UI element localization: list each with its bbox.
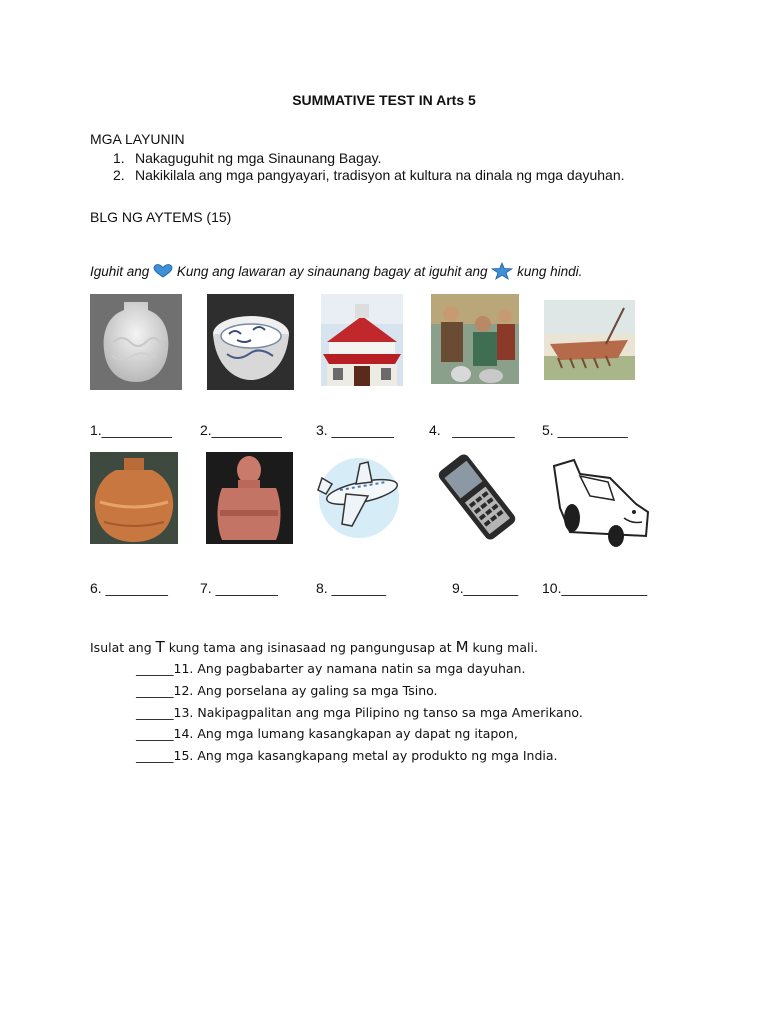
- answer-blank: 2._________: [200, 422, 282, 438]
- answer-blank: 3. ________: [316, 422, 394, 438]
- answer-blank: 9._______: [452, 580, 519, 596]
- objective-number: 1.: [113, 150, 125, 166]
- answer-blank: 4. ________: [429, 422, 515, 438]
- answer-blank: 7. ________: [200, 580, 278, 596]
- instruction-text: kung tama ang isinasaad ng pangungusap at: [164, 640, 456, 655]
- boat-painting-image: [544, 300, 635, 380]
- item-count: BLG NG AYTEMS (15): [90, 209, 232, 225]
- answer-blank: 8. _______: [316, 580, 387, 596]
- false-letter: M: [455, 638, 469, 656]
- answer-blank: 10.___________: [542, 580, 648, 596]
- answer-blank: 6. ________: [90, 580, 168, 596]
- true-letter: T: [155, 638, 165, 656]
- instruction-text: Kung ang lawaran ay sinaunang bagay at iguhit ang: [173, 264, 492, 279]
- instruction-text: kung mali.: [468, 640, 538, 655]
- drawing-instruction: [90, 262, 582, 280]
- heart-icon: [153, 264, 173, 278]
- car-image: [550, 452, 652, 550]
- traders-painting-image: [431, 294, 519, 384]
- instruction-text: Isulat ang: [90, 640, 156, 655]
- heritage-house-image: [321, 294, 403, 386]
- answer-blank: 1._________: [90, 422, 172, 438]
- star-icon: [491, 262, 513, 280]
- objective-text: Nakaguguhit ng mga Sinaunang Bagay.: [135, 150, 382, 166]
- instruction-text: kung hindi.: [513, 264, 583, 279]
- answer-blank: 5. _________: [542, 422, 628, 438]
- objective-text: Nakikilala ang mga pangyayari, tradisyon at kultura na dinala ng mga dayuhan.: [135, 167, 625, 183]
- true-false-instruction: [90, 638, 538, 656]
- cellphone-image: [433, 450, 522, 544]
- true-false-item: ______13. Nakipagpalitan ang mga Pilipino ng tanso sa mga Amerikano.: [136, 705, 583, 720]
- clay-jar-image: [90, 452, 178, 544]
- true-false-item: ______15. Ang mga kasangkapang metal ay produkto ng mga India.: [136, 748, 558, 763]
- objective-item: [113, 150, 381, 166]
- porcelain-bowl-image: [207, 294, 294, 390]
- porcelain-jar-image: [90, 294, 182, 390]
- page-title: SUMMATIVE TEST IN Arts 5: [292, 92, 476, 108]
- objective-number: 2.: [113, 167, 125, 183]
- airplane-image: [316, 450, 403, 542]
- true-false-item: ______12. Ang porselana ay galing sa mga Tsino.: [136, 683, 438, 698]
- objectives-heading: MGA LAYUNIN: [90, 131, 185, 147]
- true-false-item: ______14. Ang mga lumang kasangkapan ay dapat ng itapon,: [136, 726, 518, 741]
- objective-item: [113, 167, 625, 183]
- true-false-item: ______11. Ang pagbabarter ay namana natin sa mga dayuhan.: [136, 661, 526, 676]
- instruction-text: Iguhit ang: [90, 264, 154, 279]
- burial-jar-image: [206, 452, 293, 544]
